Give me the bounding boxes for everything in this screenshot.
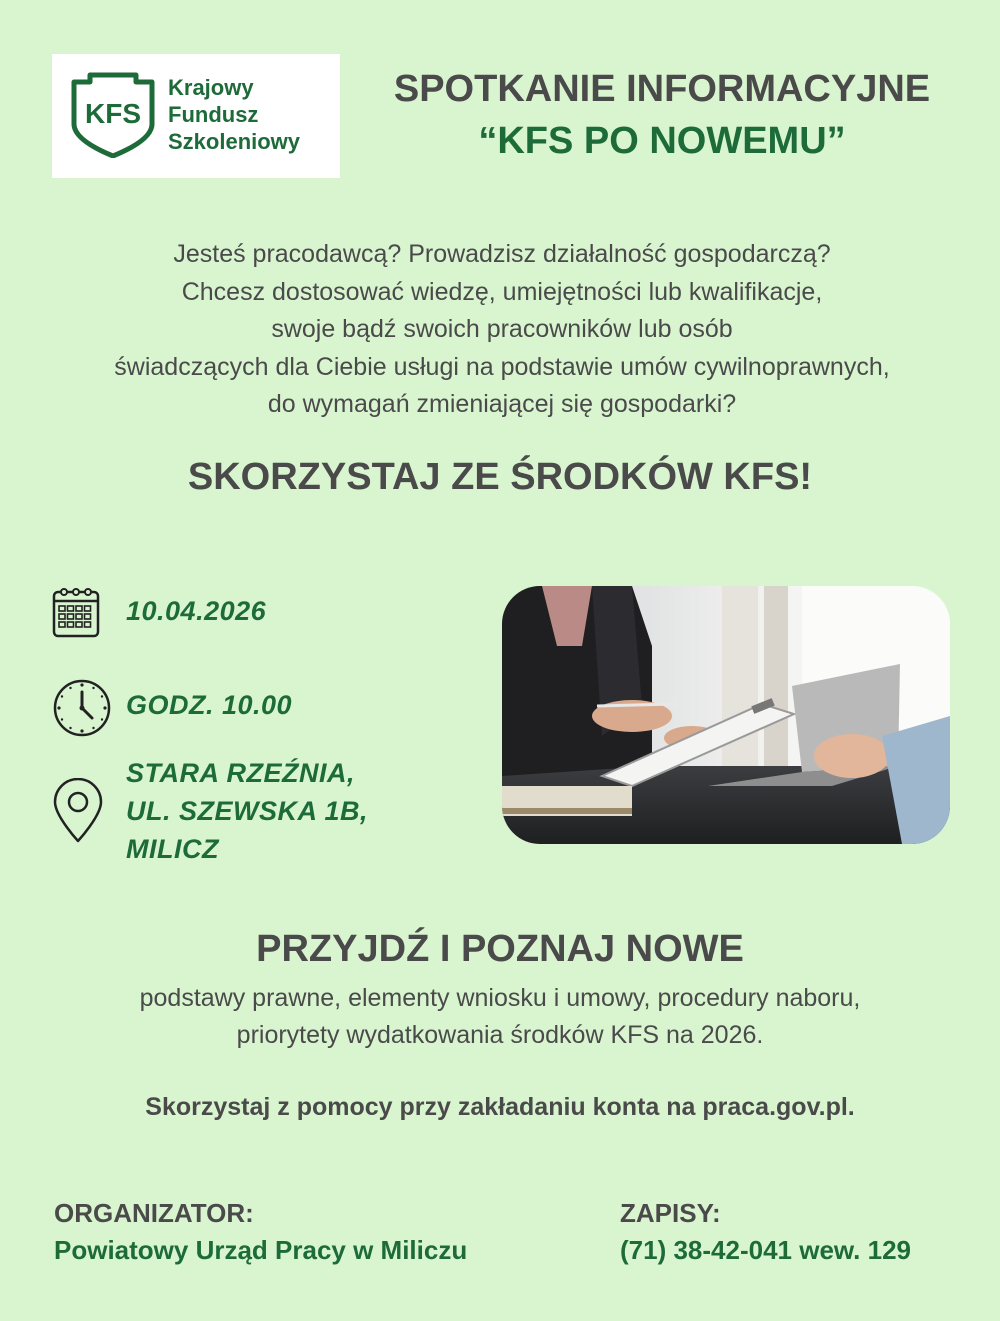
logo-line-2: Fundusz bbox=[168, 102, 259, 127]
page-title: SPOTKANIE INFORMACYJNE bbox=[393, 68, 931, 110]
event-date: 10.04.2026 bbox=[126, 596, 267, 626]
intro-line: swoje bądź swoich pracowników lub osób bbox=[271, 315, 733, 343]
meeting-illustration bbox=[502, 586, 950, 844]
clock-icon bbox=[52, 678, 112, 738]
calendar-icon bbox=[52, 586, 100, 638]
help-text: Skorzystaj z pomocy przy zakładaniu konta na praca.gov.pl. bbox=[145, 1093, 855, 1121]
kfs-shield-icon bbox=[70, 72, 156, 158]
location-line: UL. SZEWSKA 1B, bbox=[126, 796, 369, 826]
intro-line: świadczących dla Ciebie usługi na podstawie umów cywilnoprawnych, bbox=[114, 352, 890, 381]
event-location bbox=[126, 754, 368, 868]
organizer-value: Powiatowy Urząd Pracy w Miliczu bbox=[54, 1235, 468, 1265]
organizer-label: ORGANIZATOR: bbox=[54, 1198, 254, 1228]
kfs-logo bbox=[52, 54, 340, 178]
intro-text bbox=[20, 236, 984, 424]
details-text bbox=[0, 980, 1000, 1054]
logo-mark: KFS bbox=[85, 98, 141, 129]
page-subtitle: “KFS PO NOWEMU” bbox=[478, 120, 846, 162]
details-line: priorytety wydatkowania środków KFS na 2026. bbox=[236, 1021, 764, 1049]
intro-line: Chcesz dostosować wiedzę, umiejętności lub kwalifikacje, bbox=[181, 277, 823, 306]
logo-wordmark bbox=[168, 74, 300, 155]
logo-line-3: Szkoleniowy bbox=[168, 129, 301, 154]
location-pin-icon bbox=[52, 778, 104, 844]
signup-phone: (71) 38-42-041 wew. 129 bbox=[620, 1235, 911, 1265]
location-line: MILICZ bbox=[126, 834, 219, 864]
details-line: podstawy prawne, elementy wniosku i umowy, procedury naboru, bbox=[139, 984, 861, 1012]
intro-line: do wymagań zmieniającej się gospodarki? bbox=[267, 390, 737, 418]
call-to-action: SKORZYSTAJ ZE ŚRODKÓW KFS! bbox=[187, 456, 813, 498]
event-time: GODZ. 10.00 bbox=[126, 690, 293, 720]
location-line: STARA RZEŹNIA, bbox=[126, 758, 355, 788]
logo-line-1: Krajowy bbox=[168, 75, 254, 100]
meeting-photo bbox=[502, 586, 950, 844]
details-heading: PRZYJDŹ I POZNAJ NOWE bbox=[256, 928, 744, 970]
intro-line: Jesteś pracodawcą? Prowadzisz działalność gospodarczą? bbox=[173, 240, 831, 268]
signup-label: ZAPISY: bbox=[620, 1198, 721, 1228]
